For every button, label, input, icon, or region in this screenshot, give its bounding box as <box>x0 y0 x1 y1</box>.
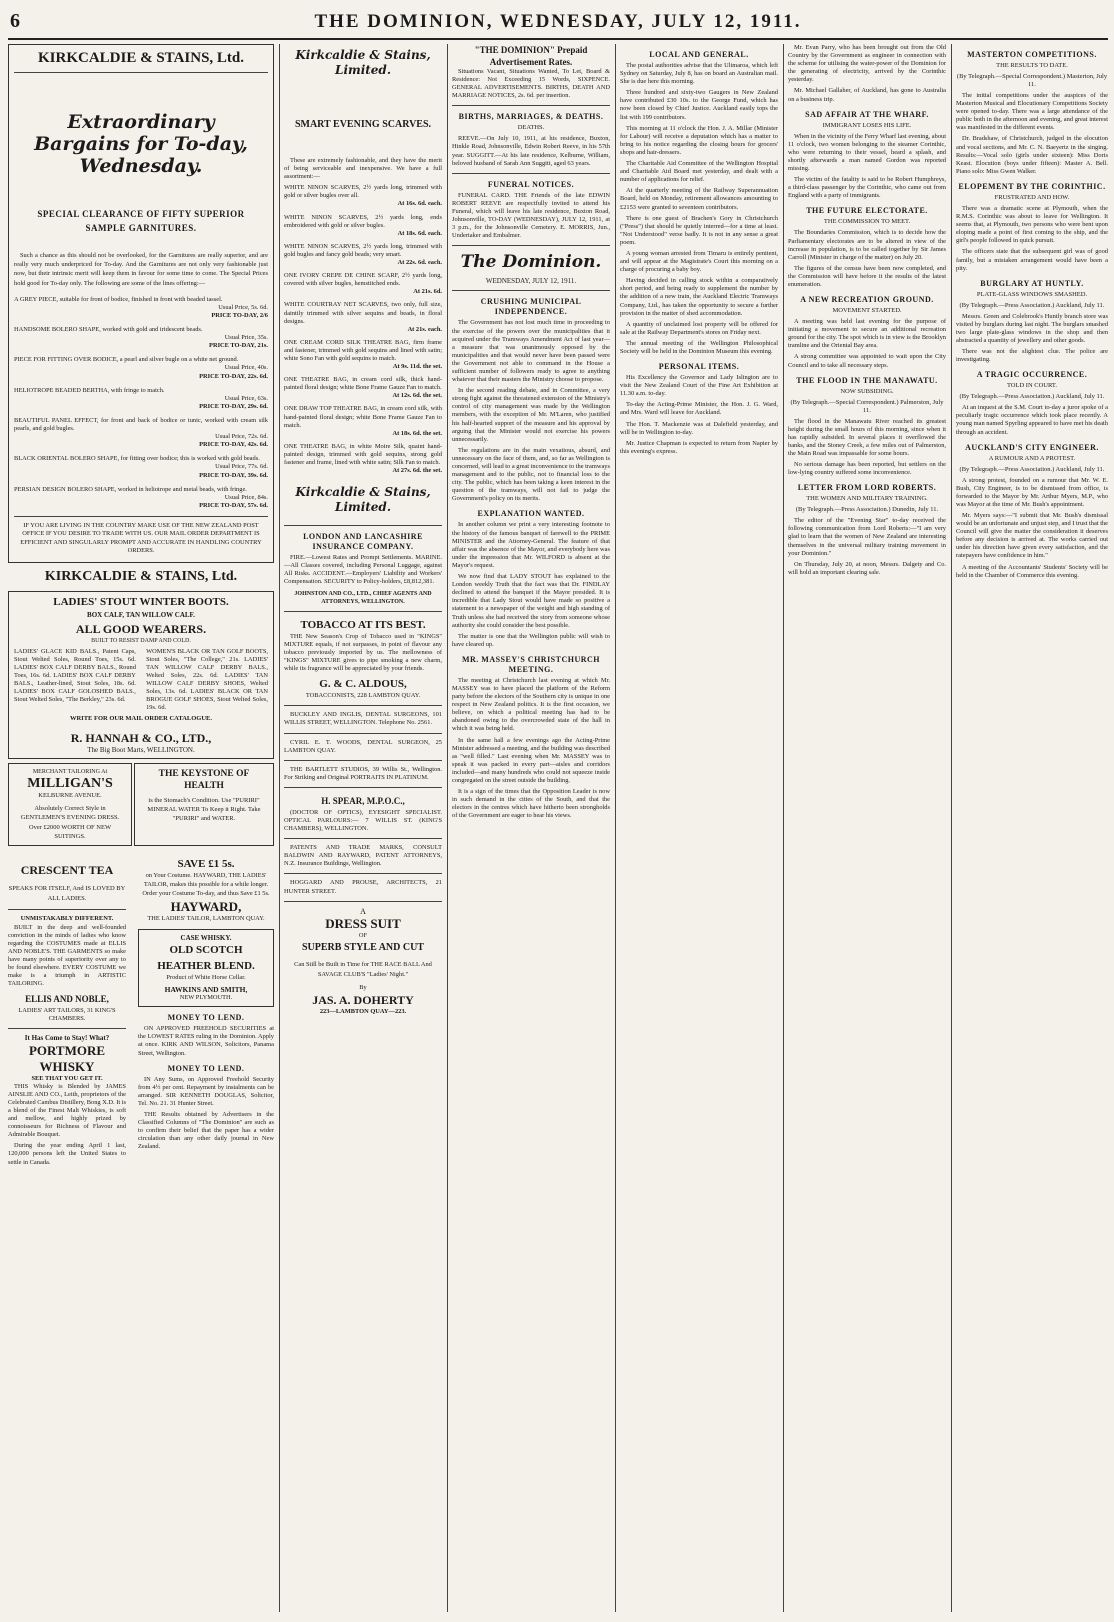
hoggard-advert: HOGGARD AND PROUSE, ARCHITECTS, 21 HUNTER STREET. <box>284 879 442 895</box>
whisky-case: CASE WHISKY. <box>180 933 232 942</box>
personal-head: PERSONAL ITEMS. <box>658 362 740 372</box>
electorate-sub: THE COMMISSION TO MEET. <box>823 218 911 226</box>
milligan-address: KELBURNE AVENUE. <box>38 791 102 799</box>
garniture-desc: PERSIAN DESIGN BOLERO SHAPE, worked in heliotrope and metal beads, with fringe. <box>14 485 247 493</box>
scarf-item <box>284 443 442 475</box>
paragraph: Mr. Justice Chapman is expected to return from Napier by this evening's express. <box>620 439 778 455</box>
engineer-head: AUCKLAND'S CITY ENGINEER. <box>965 442 1099 452</box>
massey-body <box>452 677 610 821</box>
loan-body: ON APPROVED FREEHOLD SECURITIES at the LOWEST RATES ruling in the Dominion. Apply at once. KIRK AND WILSON, Solicitors, Panama Street, Wellington. <box>138 1025 274 1057</box>
col5-intro <box>788 44 946 104</box>
scarf-price: At 21s. 6d. <box>413 288 442 296</box>
column-rule <box>783 44 784 1612</box>
tragic-source: (By Telegraph.—Press Association.) Auckland, July 11. <box>959 393 1105 401</box>
paragraph: In another column we print a very interesting footnote to the history of the famous banquet of farewell to the PRIME MINISTER and the Attorney-General. The feature of that affair was the absence of the Mayor, and everybody here was under the impression that Mr. WILFORD is absent at the Mayor's request. <box>452 521 610 569</box>
garniture-list <box>14 296 268 510</box>
paragraph: The regulations are in the main vexatious, absurd, and unnecessary on the face of them, and, so far as Wellington is concerned, will lead to a great inconvenience to the tramways management and to the public, not to financial loss to the city. The public, which has been taking a keen interest in the question of the tramways, will not fail to judge the Government's policy on its merits. <box>452 446 610 503</box>
roberts-sub: THE WOMEN AND MILITARY TRAINING. <box>806 495 928 503</box>
engineer-body <box>956 477 1108 580</box>
paragraph: The meeting at Christchurch last evening at which Mr. MASSEY was to have placed the platform of the Reform party before the electors of the Southern city is unique in one respect in New Zealand politics. It is the first occasion, we believe, on which a political meeting has had to be abandoned owing to the overcrowded state of the hall in which it was being held. <box>452 676 610 733</box>
column-1 <box>8 44 274 1612</box>
column-rule <box>447 44 448 1612</box>
garniture-desc: PIECE FOR FITTING OVER BODICE, a pearl and silver bugle on a white net ground. <box>14 356 239 364</box>
paper-title: The Dominion. <box>460 252 602 273</box>
paragraph: A quantity of unclaimed lost property will be offered for sale at the Railway Department's stores on Friday next. <box>620 320 778 336</box>
paragraph: A strong committee was appointed to wait upon the City Council and to take all necessary steps. <box>788 353 946 369</box>
editorial-head: CRUSHING MUNICIPAL INDEPENDENCE. <box>480 297 582 317</box>
funeral-head: FUNERAL NOTICES. <box>487 179 575 189</box>
whisky-advert <box>138 929 274 1007</box>
scarf-desc: ONE IVORY CREPE DE CHINE SCARF, 2½ yards long, covered with silver bugles, hemstitched ends. <box>284 272 442 288</box>
paragraph: Messrs. Green and Colebrook's Huntly branch store was visited by burglars during last night. The burglars smashed two large plate-glass windows in the shop and then abstracted a quantity of jewellery and other goods. <box>956 312 1108 344</box>
paragraph: The figures of the census have been now completed, and the Commission will have before it the results of the latest enumeration. <box>788 264 946 288</box>
burglary-source: (By Telegraph.—Press Association.) Auckland, July 11. <box>959 301 1105 309</box>
scarf-desc: ONE CREAM CORD SILK THEATRE BAG, firm frame and fastener, trimmed with gold sequins and lined with satin; white Sono Fan with gold sequins to match. <box>284 338 442 362</box>
boots-left-list: LADIES' GLACE KID BALS., Patent Caps, Stout Welted Soles, Round Toes, 15s. 6d. LADIES' BOX CALF DERBY BALS., Round Toes, 16s. 6d. LADIES' BOX CALF DERBY BALS., Leather-lined, Stout Soles, 18s. 6d. LADIES' BOX CALF GOLOSHED BALS., Stout Welted Soles, "The Berkley," 23s. 6d. <box>14 647 136 704</box>
competitions-sub: THE RESULTS TO DATE. <box>996 62 1068 69</box>
portmore-question: It Has Come to Stay! What? <box>24 1034 110 1043</box>
advert-subhead: SPECIAL CLEARANCE OF FIFTY SUPERIOR SAMPLE GARNITURES. <box>37 209 245 233</box>
dental-advert: BUCKLEY AND INGLIS, DENTAL SURGEONS, 101 WILLIS STREET, WELLINGTON. Telephone No. 2561. <box>284 711 442 727</box>
advert-firm-2: KIRKCALDIE & STAINS, Ltd. <box>44 568 238 584</box>
garniture-item <box>14 455 268 479</box>
scarf-price: At 18s. 6d. each. <box>397 229 442 237</box>
paragraph: The victim of the fatality is said to be Robert Humphreys, a third-class passenger by the Corinthic, who came out from England with a party of immigrants. <box>788 176 946 200</box>
paragraph: The Charitable Aid Committee of the Wellington Hospital and Charitable Aid Board met yesterday, and dealt with a number of applications for relief. <box>620 160 778 184</box>
paragraph: The matter is one that the Wellington public will wish to have cleared up. <box>452 632 610 648</box>
editorial-body <box>452 319 610 503</box>
scarf-desc: WHITE NINON SCARVES, 2½ yards long, trimmed with gold bugles and fancy gold beads; very smart. <box>284 242 442 258</box>
flood-head: THE FLOOD IN THE MANAWATU. <box>796 375 938 385</box>
column-4 <box>620 44 778 1612</box>
scarf-desc: WHITE COURTRAY NET SCARVES, two only, full size, daintily trimmed with silver sequins and beads, in floral designs. <box>284 301 442 325</box>
wharf-sub: IMMIGRANT LOSES HIS LIFE. <box>822 121 912 129</box>
boots-advert <box>8 591 274 759</box>
loan-head: MONEY TO LEND. <box>167 1013 245 1023</box>
scarf-desc: ONE DRAW TOP THEATRE BAG, in cream cord silk, with hand-painted floral design; white Bone Frame Gauze Fan to match. <box>284 405 442 429</box>
garniture-usual-price: Usual Price, 63s. <box>224 394 268 402</box>
suit-body: Can Still be Built in Time for THE RACE BALL And SAVAGE CLUB'S "Ladies' Night." <box>294 960 432 978</box>
mail-order-notice: IF YOU ARE LIVING IN THE COUNTRY MAKE USE OF THE NEW ZEALAND POST OFFICE IF YOU DESIRE TO TRADE WITH US. OUR MAIL ORDER DEPARTMENT IS EFFICIENT AND SINGULARLY PROMPT AND ACCURATE IN HANDLING COUNTRY ORDERS. <box>20 521 262 555</box>
col2-firm-2: Kirkcaldie & Stains, Limited. <box>295 485 431 515</box>
competitions-body <box>956 92 1108 176</box>
paragraph: A young woman arrested from Timaru is entirely penitent, and will appear at the Magistrate's Court this morning on a charge of procuring a baby boy. <box>620 249 778 274</box>
kirkcaldie-advert <box>8 44 274 563</box>
garniture-sale-price: PRICE TO-DAY, 2/6 <box>211 312 268 319</box>
milligan-name: MILLIGAN'S <box>27 775 113 791</box>
garniture-sale-price: PRICE TO-DAY, 42s. 6d. <box>199 441 268 449</box>
paragraph: The Government has not lost much time in proceeding to the exercise of the powers over the municipalities that it acquired under the Tramways Amendment Act of last year—a measure that was unanimously opposed by the municipalities and that would never have been passed were the Government not able to command in the House a sufficient number of followers ready to agree to anything whatever that their masters the Ministry choose to propose. <box>452 319 610 384</box>
deaths-body: REEVE.—On July 10, 1911, at his residence, Buxton, Hinkle Road, Johnsonville, Edwin Robert Reeve, in his 57th year. SUGGITT.—At his late residence, Kelburne, William, beloved husband of Sarah Ann Suggitt, aged 63 years. <box>452 135 610 167</box>
roberts-body <box>788 517 946 577</box>
paragraph: Having decided in calling stock within a comparatively short period, and being ready to supplement the number by the addition of a new train, the Auckland Electric Tramways Company, Ltd., has taken the opportunity to secure a further provision in the matter of shed accommodation. <box>620 277 778 317</box>
paragraph: On Thursday, July 20, at noon, Messrs. Dalgety and Co. will hold an important clearing sale. <box>788 560 946 576</box>
elopement-sub: FRUSTRATED AND HOW. <box>994 193 1070 201</box>
insurance-body: FIRE.—Lowest Rates and Prompt Settlements. MARINE.—All Classes covered, including Personal Luggage, against All Risks. ACCIDENT.—Employers' Liability and Workers' Compensation. SECURITY to Policy-holders, £8,812,381. <box>284 554 442 586</box>
portmore-body: THIS Whisky is Blended by JAMES AINSLIE AND CO., Leith, proprietors of the Celebrated Cambus Distillery, Bong X.D. It is a blend of the Finest Malt Whiskies, is soft and mellow, and highly prized by connoisseurs for Richness of Flavour and Admirable Bouquet. <box>8 1082 126 1139</box>
recreation-head: A NEW RECREATION GROUND. <box>800 295 934 305</box>
garniture-sale-price: PRICE TO-DAY, 21s. <box>209 342 268 350</box>
boots-write: WRITE FOR OUR MAIL ORDER CATALOGUE. <box>69 715 213 723</box>
paragraph: His Excellency the Governor and Lady Islington are to visit the New Zealand Court of the Fine Art Exhibition at 11.30 a.m. to-day. <box>620 374 778 398</box>
garniture-item <box>14 296 268 320</box>
garniture-sale-price: PRICE TO-DAY, 57s. 6d. <box>199 501 268 509</box>
personal-body <box>620 374 778 456</box>
paragraph: Dr. Bradshaw, of Christchurch, judged in the elocution and vocal sections, and Mr. C. N. Baeyertz in the singing. Results:—Vocal solo (girls under sixteen): Miss Doris Keast. Elocution (boys under fifteen): Master A. Bell. Piano solo: Miss Gwen Walker. <box>956 135 1108 175</box>
paragraph: A strong protest, founded on a rumour that Mr. W. E. Bush, City Engineer, is to be dismissed from office, is forwarded to the Mayor by Mr. Arthur Myers, M.P., who was Mayor at the time of Mr. Bush's appointment. <box>956 476 1108 508</box>
bmd-head: BIRTHS, MARRIAGES, & DEATHS. <box>458 112 604 122</box>
paragraph: In the second reading debate, and in Committee, a very strong fight against the threatened extension of the Ministry's control of city management was made by the Wellington members, with the exception of Mr. M'Laren, who justified his half-hearted support of the measure and his approval by arguing that the Minister would not exercise his powers unnecessarily. <box>452 387 610 443</box>
paragraph: Mr. Evan Parry, who has been brought out from the Old Country by the Government as engineer in connection with the scheme for utilising the water-power of the Dominion for the generating of electricity, arrived by the Corinthic yesterday. <box>788 44 946 84</box>
doherty-address: 223—LAMBTON QUAY—223. <box>319 1007 407 1015</box>
local-head: LOCAL AND GENERAL. <box>649 50 749 59</box>
explanation-body <box>452 521 610 648</box>
funeral-body: FUNERAL CARD. THE Friends of the late EDWIN ROBERT REEVE are respectfully invited to attend his Funeral, which will leave his late residence, Buxton Road, Johnsonville, TO-DAY (WEDNESDAY), JULY 12, 1911, at 3 p.m., for the Johnsonville Cemetery. E. MORRIS, Jun., Undertaker and Embalmer. <box>452 191 610 240</box>
paragraph: A meeting was held last evening for the purpose of initiating a movement to secure an additional recreation ground for the city. The spot which is in view is the Brooklyn tramline and the Oriental Bay area. <box>788 318 946 350</box>
garniture-item <box>14 326 268 350</box>
paragraph: There is one guest of Brachen's Gory in Christchurch ("Press") that should be quietly interred—for a time at least. "Not Understood" verse badly. It is not in any sense a great poem. <box>620 214 778 246</box>
garniture-item <box>14 486 268 510</box>
scarf-price: At 18s. 6d. the set. <box>392 429 442 437</box>
flood-body <box>788 418 946 478</box>
paragraph: The Hon. T. Mackenzie was at Dalefield yesterday, and will be in Wellington to-day. <box>620 420 778 436</box>
elopement-body <box>956 205 1108 273</box>
garniture-sale-price: PRICE TO-DAY, 39s. 6d. <box>199 471 268 479</box>
ellis-address: LADIES' ART TAILORS, 31 KING'S CHAMBERS. <box>18 1007 116 1023</box>
scarf-item <box>284 301 442 333</box>
column-rule <box>279 44 280 1612</box>
aldous-address: TOBACCONISTS, 228 LAMBTON QUAY. <box>305 692 421 700</box>
rates-body: Situations Vacant, Situations Wanted, To Let, Board & Residence: Not Exceeding 15 Words, SIXPENCE. GENERAL ADVERTISEMENTS. BIRTHS, DEATH AND MARRIAGE NOTICES, 2s. 6d. per insertion. <box>452 68 610 100</box>
engineer-sub: A RUMOUR AND A PROTEST. <box>988 454 1076 462</box>
scarf-item <box>284 339 442 371</box>
paragraph: The editor of the "Evening Star" to-day received the following communication from Lord Roberts:—"I am very glad to learn that the women of New Zealand are interesting themselves in the universal military training movement in your Dominion." <box>788 517 946 557</box>
hayward-save: SAVE £1 5s. <box>177 858 235 871</box>
electorate-body <box>788 229 946 289</box>
right-ads <box>138 850 274 1169</box>
paragraph: It is a sign of the times that the Opposition Leader is now in such demand in the cities of the South, and that the electors in the centres which have hitherto been strongholds of the Government are eager to hear his views. <box>452 788 610 820</box>
hayward-body: on Your Costume. HAYWARD, THE LADIES' TAILOR, makes this possible for a while longer. Order your Costume To-day, and thus Save £1 5s. <box>142 872 270 898</box>
garniture-usual-price: Usual Price, 5s. 6d. <box>218 303 268 311</box>
scarf-price: At 9s. 11d. the set. <box>392 363 442 371</box>
suit-by: By <box>359 983 367 991</box>
paragraph: The postal authorities advise that the Ulimaroa, which left Sydney on Saturday, July 8, has on board an Australian mail. She is due here this morning. <box>620 62 778 86</box>
burglary-body <box>956 313 1108 365</box>
paragraph: A meeting of the Accountants' Students' Society will be held in the Chamber of Commerce this evening. <box>956 563 1108 579</box>
tragic-sub: TOLD IN COURT. <box>1006 382 1058 390</box>
bartlett-advert: THE BARTLETT STUDIOS, 39 Willis St., Wellington. For Striking and Original PORTRAITS IN PLATINUM. <box>284 765 442 781</box>
recreation-body <box>788 318 946 370</box>
milligan-advert <box>8 763 132 847</box>
wharf-head: SAD AFFAIR AT THE WHARF. <box>805 109 929 119</box>
paragraph: No serious damage has been reported, but settlers on the low-lying country suffered some inconvenience. <box>788 461 946 477</box>
scarf-desc: WHITE NINON SCARVES, 2½ yards long, ends embroidered with gold or silver bugles. <box>284 213 442 229</box>
hawkins-address: NEW PLYMOUTH. <box>179 994 233 1002</box>
column-3 <box>452 44 610 1612</box>
spear-name: H. SPEAR, M.P.O.C., <box>321 795 405 806</box>
scarves-intro: These are extremely fashionable, and they have the merit of being serviceable and inexpensive. We have a full assortment:— <box>284 157 442 181</box>
doherty-name: JAS. A. DOHERTY <box>312 992 414 1007</box>
garniture-usual-price: Usual Price, 84s. <box>224 493 268 501</box>
boots-built: BUILT TO RESIST DAMP AND COLD. <box>91 637 191 644</box>
garniture-item <box>14 387 268 411</box>
scarf-price: At 12s. 6d. the set. <box>392 392 442 400</box>
tea-title: CRESCENT TEA <box>20 863 114 878</box>
competitions-head: MASTERTON COMPETITIONS. <box>967 50 1097 59</box>
tobacco-title: TOBACCO AT ITS BEST. <box>300 618 426 631</box>
electorate-head: THE FUTURE ELECTORATE. <box>806 206 928 216</box>
garniture-item <box>14 356 268 380</box>
burglary-head: BURGLARY AT HUNTLY. <box>980 278 1084 288</box>
massey-head: MR. MASSEY'S CHRISTCHURCH MEETING. <box>461 654 601 674</box>
loan2-note: THE Results obtained by Advertisers in the Classified Columns of "The Dominion" are such as to confirm their belief that the paper has a wider circulation than any other daily journal in New Zealand. <box>138 1111 274 1151</box>
column-rule <box>951 44 952 1612</box>
scarf-item <box>284 184 442 208</box>
paragraph: There was a dramatic scene at Plymouth, when the R.M.S. Corinthic was about to leave for Wellington. It seems that, at Plymouth, two persons who were bent upon eloping made a point of first coming to the ship, and the girl's people followed in quick pursuit. <box>956 204 1108 245</box>
paragraph: Three hundred and sixty-two Gaugers in New Zealand have contributed £30 10s. to the George Fund, which has now been closed by Chief Justice. Auckland easily tops the list with 199 contributors. <box>620 89 778 121</box>
paragraph: When in the vicinity of the Ferry Wharf last evening, about 11 o'clock, two women belonging to the steamer Corinthic, who were returning to their vessel, heard a splash, and shortly afterwards a man named Gordon was reported missing. <box>788 132 946 173</box>
scarf-price: At 16s. 6d. each. <box>397 200 442 208</box>
milligan-body: Absolutely Correct Style in GENTLEMEN'S EVENING DRESS. Over £2000 WORTH OF NEW SUITINGS. <box>20 804 120 841</box>
paragraph: The initial competitions under the auspices of the Masterton Musical and Elocutionary Competitions Society were opened to-day. There was a large attendance of the public both in the afternoon and evening, and great interest was manifested in the different events. <box>956 92 1108 132</box>
flood-sub: NOW SUBSIDING. <box>840 387 894 395</box>
scarf-price: At 21s. each. <box>407 325 442 333</box>
hannah-sub: The Big Boot Marts, WELLINGTON. <box>87 745 195 754</box>
garniture-desc: HANDSOME BOLERO SHAPE, worked with gold and iridescent beads. <box>14 326 203 334</box>
suit-of: OF <box>358 931 368 939</box>
scarf-price: At 22s. 6d. each. <box>397 259 442 267</box>
scarf-item <box>284 376 442 400</box>
column-2 <box>284 44 442 1612</box>
garniture-sale-price: PRICE TO-DAY, 29s. 6d. <box>199 402 268 410</box>
garniture-usual-price: Usual Price, 35s. <box>224 334 268 342</box>
competitions-source: (By Telegraph.—Special Correspondent.) Masterton, July 11. <box>956 73 1108 88</box>
paragraph: At the quarterly meeting of the Railway Superannuation Board, held on Monday, retirement allowances amounting to £2153 were granted to seventeen contributors. <box>620 187 778 211</box>
loan2-body: IN Any Sums, on Approved Freehold Security from 4½ per cent. Repayment by instalments can be arranged. SIR KENNETH DOUGLAS, Solicitor, Tel. No. 21. 31 Hunter Street. <box>138 1075 274 1107</box>
wharf-body <box>788 133 946 201</box>
paper-date: WEDNESDAY, JULY 12, 1911. <box>485 277 577 286</box>
tobacco-body: THE New Season's Crop of Tobacco used in "KINGS" MIXTURE equals, if not surpasses, in point of flavour any tobacco previously imported by us. The mellowness of "KINGS" MIXTURE gives to pipe smoking a new charm, while its fragrance will be appreciated by your friends. <box>284 632 442 673</box>
garniture-sale-price: PRICE TO-DAY, 22s. 6d. <box>199 372 268 380</box>
woods-advert: CYRIL E. T. WOODS, DENTAL SURGEON, 25 LAMBTON QUAY. <box>284 738 442 754</box>
masthead <box>8 4 1108 40</box>
paragraph: The annual meeting of the Wellington Philosophical Society will be held in the Dominion Museum this evening. <box>620 339 778 355</box>
paragraph: To-day the Acting-Prime Minister, the Hon. J. G. Ward, and Mrs. Ward will leave for Auckland. <box>620 401 778 417</box>
tea-body: SPEAKS FOR ITSELF, And IS LOVED BY ALL LADIES. <box>8 885 126 903</box>
whisky-sub: Product of White Horse Cellar. <box>166 974 246 982</box>
paragraph: In the same hall a few evenings ago the Acting-Prime Minister addressed a meeting, and the building was described as "well filled." Last evening when Mr. MASSEY was to speak it was packed in every part—aisles and corridors included—and many hundreds who could not squeeze inside congregated on the street outside the building. <box>452 736 610 784</box>
scarf-item <box>284 243 442 267</box>
paragraph: The officers state that the subsequent girl was of good family, but a mistaken arrangement would have been a pity. <box>956 248 1108 272</box>
column-6 <box>956 44 1108 1612</box>
tragic-head: A TRAGIC OCCURRENCE. <box>976 370 1088 380</box>
advert-intro: Such a chance as this should not be overlooked, for the Garnitures are really superior, and are really very much underpriced for To-day. And the Garnitures are not only very fashionable just now, but their intrinsic merit will keep them in favour for some time to come. The Special Prices hold good for To-day only. The following are some of the lines offering:— <box>14 252 268 287</box>
whisky-title: OLD SCOTCH HEATHER BLEND. <box>157 944 255 973</box>
aldous-name: G. & C. ALDOUS, <box>319 678 407 691</box>
scarf-item <box>284 272 442 296</box>
keystone-title: THE KEYSTONE OF HEALTH <box>158 768 250 791</box>
insurance-head: LONDON AND LANCASHIRE INSURANCE COMPANY. <box>303 532 423 552</box>
loan2-head: MONEY TO LEND. <box>167 1063 245 1073</box>
ellis-body: BUILT in the deep and well-founded conviction in the minds of ladies who know regarding the COSTUMES made at ELLIS AND NOBLE'S. THE GARMENTS so make have many points of superiority over any to be found elsewhere. EVERY COSTUME we make is a triumph in ARTISTIC TAILORING. <box>8 923 126 988</box>
rates-title: "THE DOMINION" Prepaid Advertisement Rates. <box>474 45 588 67</box>
portmore-note: During the year ending April 1 last, 120,000 persons left the United States to settle in Canada. <box>8 1142 126 1166</box>
deaths-head: DEATHS. <box>517 124 545 132</box>
hawkins-name: HAWKINS AND SMITH, <box>164 985 248 995</box>
portmore-see: SEE THAT YOU GET IT. <box>31 1074 103 1082</box>
boots-right-list: WOMEN'S BLACK OR TAN GOLF BOOTS, Stout Soles, "The College," 21s. LADIES' TAN WILLOW CALF DERBY BALS., Welted Soles, 22s. 6d. LADIES' TAN WILLOW CALF DERBY SHOES, Welted Soles, 13s. 6d. LADIES' BLACK OR TAN BROGUE GOLF SHOES, Stout Welted Soles, 19s. 6d. <box>146 647 268 712</box>
burglary-sub: PLATE-GLASS WINDOWS SMASHED. <box>976 290 1088 298</box>
scarf-item <box>284 405 442 437</box>
scarf-desc: WHITE NINON SCARVES, 2½ yards long, trimmed with gold or silver bugles over all. <box>284 184 442 200</box>
garniture-desc: BLACK ORIENTAL BOLERO SHAPE, for fitting over bodice; this is worked with gold beads. <box>14 455 260 463</box>
spear-body: (DOCTOR OF OPTICS), EYESIGHT SPECIALIST. OPTICAL PARLOURS:— 7 WILLIS ST. (KING'S CHAMBERS), WELLINGTON. <box>284 808 442 833</box>
garniture-desc: A GREY PIECE, suitable for front of bodice, finished in front with beaded tassel. <box>14 295 223 303</box>
boots-title: LADIES' STOUT WINTER BOOTS. <box>53 595 229 608</box>
garniture-usual-price: Usual Price, 72s. 6d. <box>215 433 268 441</box>
paragraph: At an inquest at the S.M. Court to-day a juror spoke of a peculiarly tragic occurrence which took place recently. A young man named Spyrling appeared to have met his death through an accident. <box>956 404 1108 436</box>
keystone-body: is the Stomach's Condition. Use "PURIRI" MINERAL WATER To Keep it Right. Take "PURIRI" and WATER. <box>147 796 261 823</box>
recreation-sub: MOVEMENT STARTED. <box>832 307 902 315</box>
newspaper-page <box>8 4 1108 1616</box>
tragic-body <box>956 404 1108 436</box>
keystone-advert <box>134 763 274 847</box>
newspaper-title: THE DOMINION, WEDNESDAY, JULY 12, 1911. <box>314 11 802 32</box>
crescent-tea-advert <box>8 850 126 1169</box>
portmore-title: PORTMORE WHISKY <box>28 1042 106 1074</box>
paragraph: The flood in the Manawatu River reached its greatest height during the small hours of this morning, since when it has rapidly subsided. In several places it overflowed the banks, and the Stoney Creek, a few miles out of Palmerston, the Main Road was impassable for some hours. <box>788 417 946 457</box>
scarves-list <box>284 184 442 475</box>
page-number: 6 <box>10 10 20 32</box>
scarf-price: At 27s. 6d. the set. <box>392 467 442 475</box>
paragraph: Mr. Myers says:—"I submit that Mr. Bush's dismissal would be an unfortunate and unjust step, and I trust that the Council will give the matter the consideration it deserves before any decision is arrived at. The works carried out under his direction have given every satisfaction, and the ratepayers have confidence in him." <box>956 512 1108 560</box>
garniture-usual-price: Usual Price, 40s. <box>224 364 268 372</box>
elopement-head: ELOPEMENT BY THE CORINTHIC. <box>958 181 1106 191</box>
paragraph: This morning at 11 o'clock the Hon. J. A. Millar (Minister for Labour) will receive a deputation which has a matter to bring to his notice regarding the closing hours for grocers' shops and hair-dressers. <box>620 124 778 156</box>
scarves-title: SMART EVENING SCARVES. <box>294 119 432 130</box>
patents-advert: PATENTS AND TRADE MARKS, CONSULT BALDWIN AND RAYWARD, PATENT ATTORNEYS, N.Z. Insurance Buildings, Wellington. <box>284 844 442 868</box>
col2-firm: Kirkcaldie & Stains, Limited. <box>295 48 431 77</box>
column-rule <box>615 44 616 1612</box>
scarf-desc: ONE THEATRE BAG, in white Moire Silk, quaint hand-painted design, trimmed with gold sequins, strong gold fastener and frame, lined with white satin; Silk Fan to match. <box>284 442 442 466</box>
roberts-head: LETTER FROM LORD ROBERTS. <box>797 483 937 493</box>
insurance-agents: JOHNSTON AND CO., LTD., CHIEF AGENTS AND ATTORNEYS, WELLINGTON. <box>294 590 432 605</box>
ellis-head: UNMISTAKABLY DIFFERENT. <box>20 915 114 923</box>
advert-headline: Extraordinary Bargains for To-day, Wednesday. <box>34 111 248 177</box>
explanation-head: EXPLANATION WANTED. <box>477 509 585 519</box>
garniture-item <box>14 417 268 449</box>
boots-head: ALL GOOD WEARERS. <box>75 621 207 636</box>
ellis-name: ELLIS AND NOBLE, <box>25 994 109 1005</box>
paragraph: There was not the slightest clue. The police are investigating. <box>956 348 1108 364</box>
hayward-address: THE LADIES' TAILOR, LAMBTON QUAY. <box>147 914 265 922</box>
flood-source: (By Telegraph.—Special Correspondent.) Palmerston, July 11. <box>790 398 944 414</box>
boots-sub: BOX CALF, TAN WILLOW CALF. <box>87 610 195 619</box>
scarf-item <box>284 214 442 238</box>
roberts-source: (By Telegraph.—Press Association.) Dunedin, July 11. <box>795 506 939 514</box>
suit-head: SUPERB STYLE AND CUT <box>302 941 424 953</box>
suit-a: A <box>360 906 366 916</box>
garniture-usual-price: Usual Price, 77s. 6d. <box>215 463 268 471</box>
milligan-label: MERCHANT TAILORING At <box>32 768 108 775</box>
paragraph: Mr. Michael Gallaher, of Auckland, has gone to Australia on a business trip. <box>788 87 946 103</box>
scarf-desc: ONE THEATRE BAG, in cream cord silk, thick hand-painted floral design; white Bone Frame Gauze Fan to match. <box>284 376 442 392</box>
garniture-desc: BEAUTIFUL PANEL EFFECT, for front and back of bodice or tunic, worked with cream silk pearls, and gold bugles. <box>14 416 268 433</box>
advert-firm: KIRKCALDIE & STAINS, Ltd. <box>37 50 244 66</box>
paragraph: We now find that LADY STOUT has explained to the London weekly Truth that the fact was that Dr. FINDLAY declined to attend the banquet if the Mayor presided. It is incredible that Lady Stout would have made so positive a statement to a newspaper of the weight and high standing of Truth unless she had received the story from someone whose authority she could consider the best possible. <box>452 573 610 629</box>
hannah-name: R. HANNAH & CO., LTD., <box>70 730 212 745</box>
local-body <box>620 62 778 356</box>
column-5 <box>788 44 946 1612</box>
hayward-name: HAYWARD, <box>170 898 242 914</box>
suit-title: DRESS SUIT <box>325 915 401 931</box>
garniture-desc: HELIOTROPE BEADED BERTHA, with fringe to match. <box>14 386 165 394</box>
paragraph: The Boundaries Commission, which is to decide how the Parliamentary electorates are to be altered in view of the increase in population, is to be called together by Sir James Carroll (Minister in charge of the matter) on July 20. <box>788 229 946 261</box>
engineer-source: (By Telegraph.—Press Association.) Auckland, July 11. <box>959 465 1105 473</box>
